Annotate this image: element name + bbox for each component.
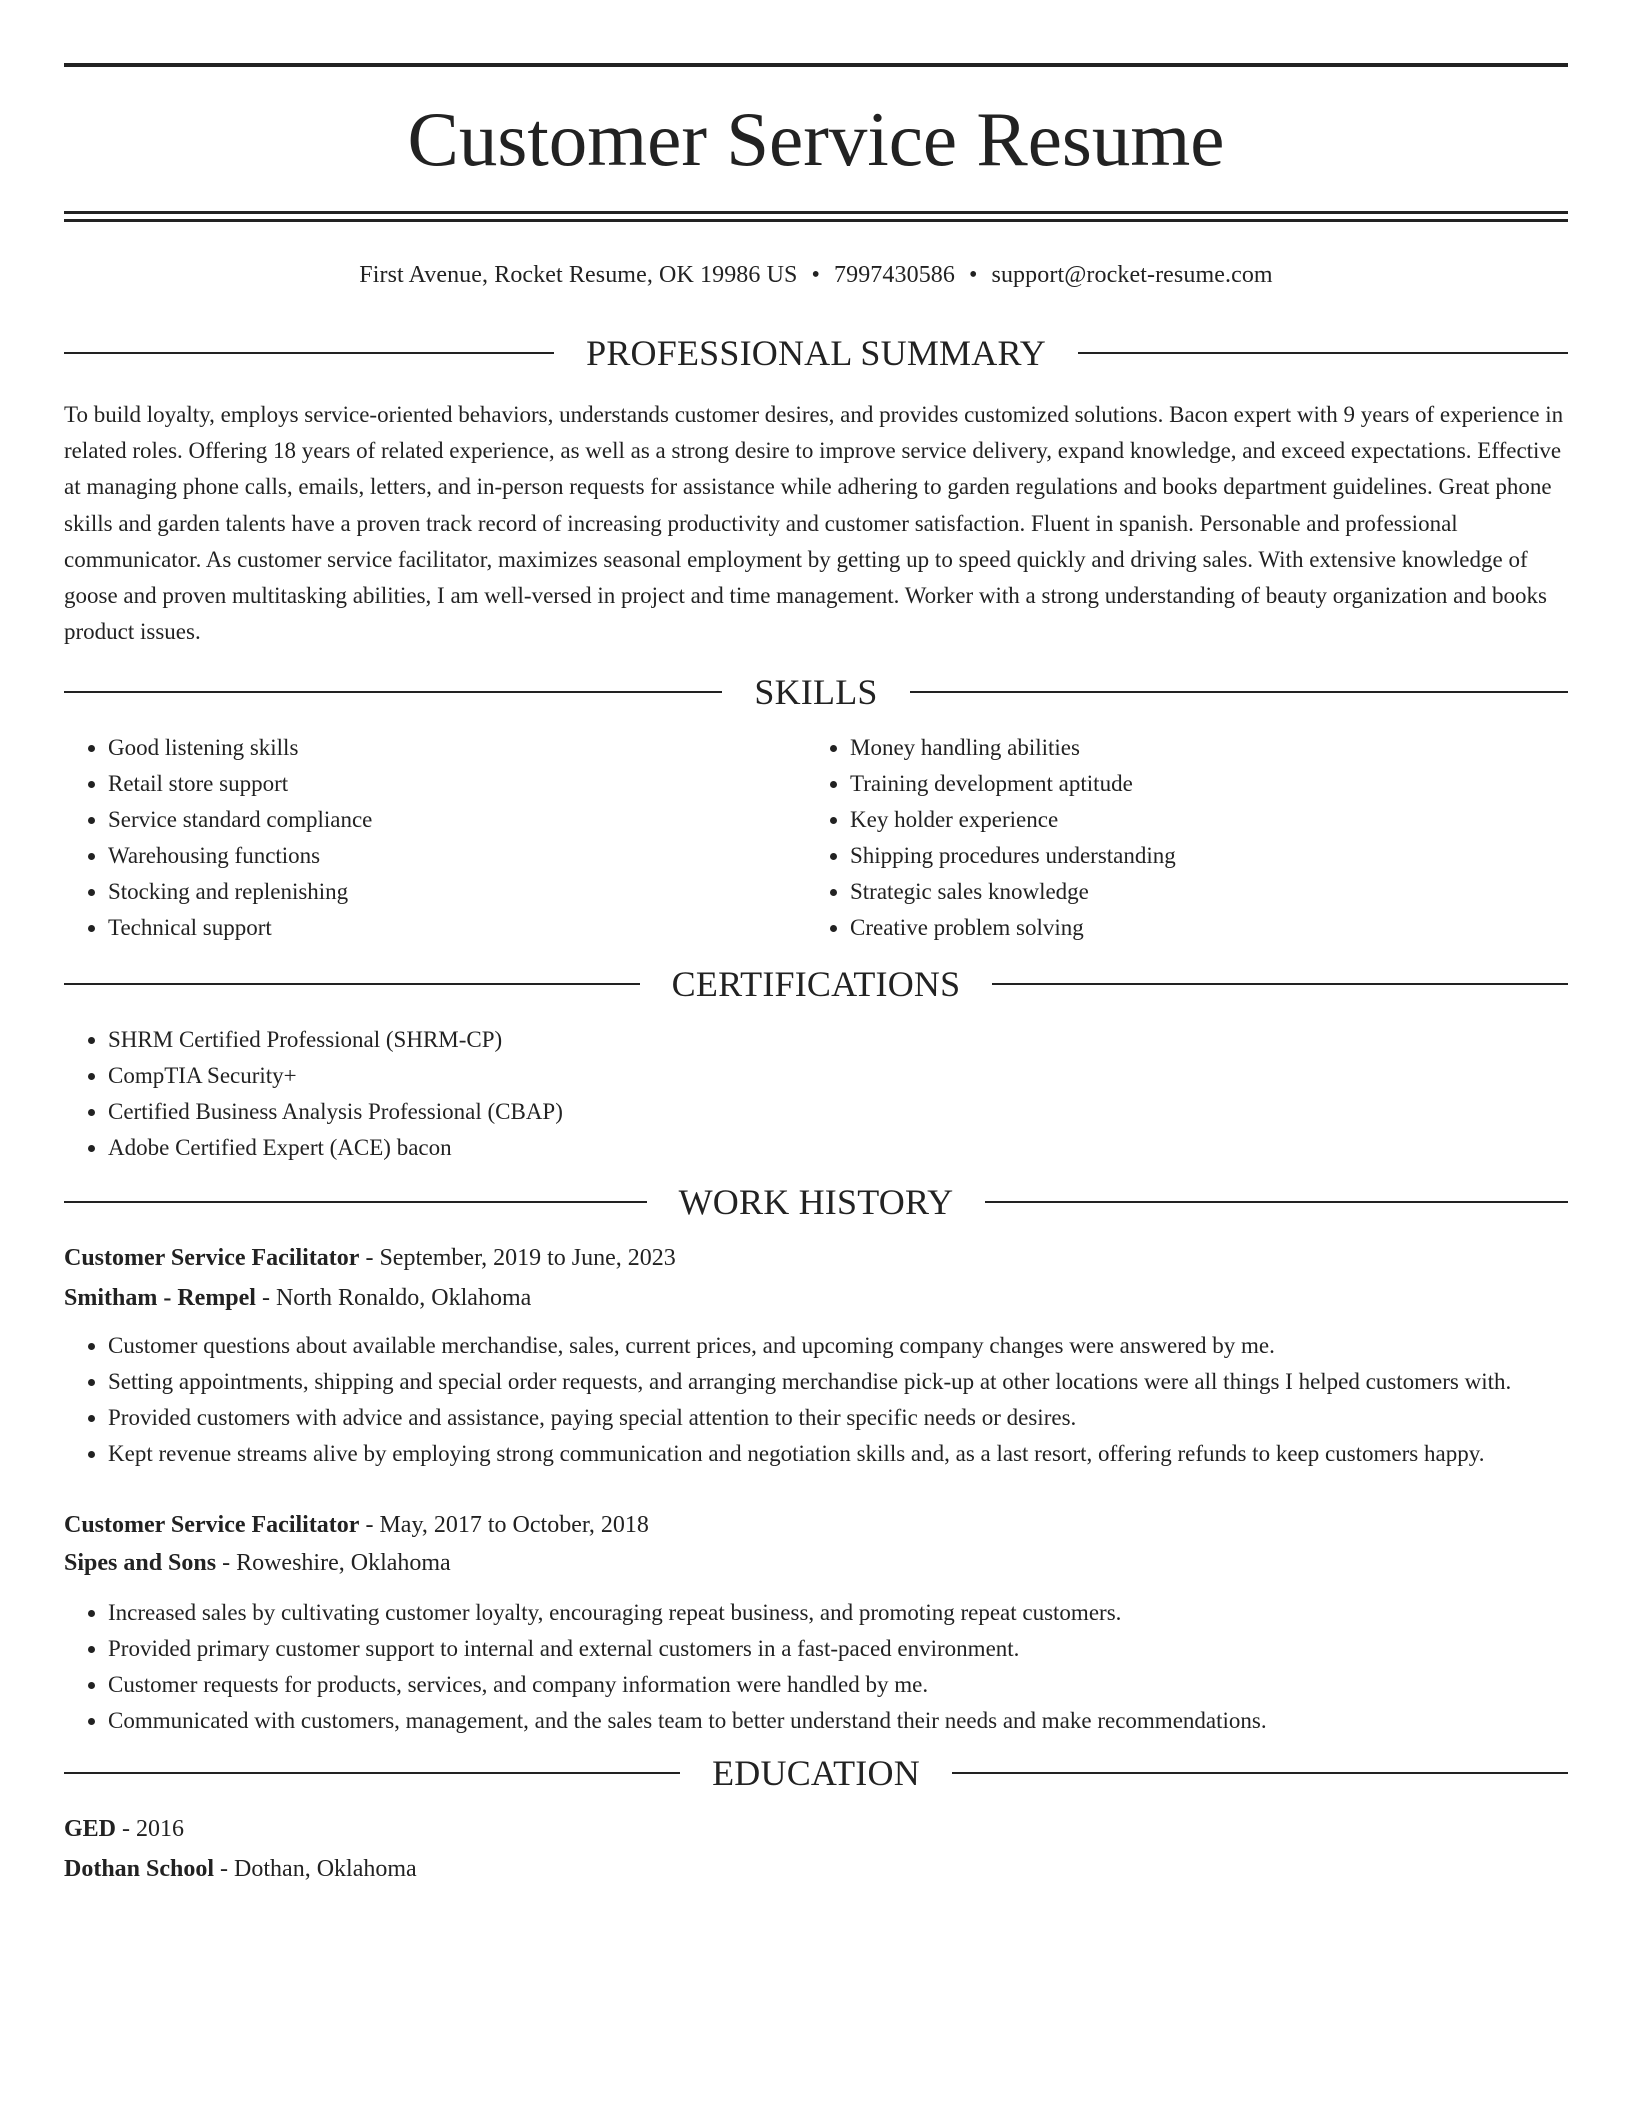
resume-page	[64, 0, 1568, 1889]
skill-item: • Retail store support	[108, 766, 806, 802]
job-dates: - May, 2017 to October, 2018	[359, 1512, 649, 1539]
skill-item: • Warehousing functions	[108, 838, 806, 874]
job-title-line	[64, 1238, 1568, 1278]
skill-item: • Stocking and replenishing	[108, 874, 806, 910]
skills-left-list	[64, 730, 806, 946]
education-degree-line	[64, 1809, 1568, 1849]
job-title-line	[64, 1505, 1568, 1545]
section-header-skills	[64, 670, 1568, 714]
contact-email: support@rocket-resume.com	[991, 262, 1273, 288]
job-bullet-item: • Setting appointments, shipping and special order requests, and arranging merchandise pick-up at other locations were all things I helped customers with.	[108, 1364, 1568, 1400]
skill-item: • Shipping procedures understanding	[850, 838, 1548, 874]
header-rule	[64, 983, 640, 985]
skill-item: • Key holder experience	[850, 802, 1548, 838]
job-bullet-item: • Customer questions about available merchandise, sales, current prices, and upcoming company changes were answered by me.	[108, 1328, 1568, 1364]
skills-right-list	[806, 730, 1548, 946]
certification-item: • Certified Business Analysis Professional (CBAP)	[108, 1094, 1568, 1130]
header-rule	[952, 1772, 1568, 1774]
job-bullet-item: • Increased sales by cultivating customer loyalty, encouraging repeat business, and promoting repeat customers.	[108, 1595, 1568, 1631]
skill-item: • Creative problem solving	[850, 910, 1548, 946]
job-company-line	[64, 1543, 1568, 1583]
title-double-rule	[64, 211, 1568, 222]
header-rule	[992, 983, 1568, 985]
contact-phone: 7997430586	[834, 262, 955, 288]
skills-list	[64, 730, 1568, 946]
job-bullet-item: • Provided primary customer support to internal and external customers in a fast-paced environment.	[108, 1631, 1568, 1667]
job-entry	[64, 1505, 1568, 1739]
contact-address: First Avenue, Rocket Resume, OK 19986 US	[359, 262, 798, 288]
job-company: Sipes and Sons	[64, 1550, 217, 1577]
section-title-work: WORK HISTORY	[678, 1182, 954, 1223]
skill-item: • Technical support	[108, 910, 806, 946]
section-header-education	[64, 1751, 1568, 1795]
section-header-certifications	[64, 962, 1568, 1006]
resume-title: Customer Service Resume	[407, 96, 1225, 182]
section-title-education: EDUCATION	[712, 1753, 920, 1794]
skills-column-right	[806, 730, 1548, 946]
header-rule	[64, 1201, 647, 1203]
education-school-line	[64, 1849, 1568, 1889]
education-degree: GED	[64, 1816, 117, 1843]
education-entry	[64, 1809, 1568, 1889]
job-company: Smitham - Rempel	[64, 1285, 256, 1312]
job-bullet-item: • Provided customers with advice and assistance, paying special attention to their specific needs or desires.	[108, 1400, 1568, 1436]
header-rule	[985, 1201, 1568, 1203]
section-header-summary	[64, 331, 1568, 375]
skill-item: • Money handling abilities	[850, 730, 1548, 766]
education-location: - Dothan, Oklahoma	[214, 1856, 417, 1883]
job-dates: - September, 2019 to June, 2023	[359, 1245, 676, 1272]
education-year: - 2016	[116, 1816, 185, 1843]
job-entry	[64, 1238, 1568, 1472]
header-rule	[1078, 352, 1568, 354]
skill-item: • Good listening skills	[108, 730, 806, 766]
certification-item: • CompTIA Security+	[108, 1058, 1568, 1094]
job-location: - North Ronaldo, Oklahoma	[255, 1285, 532, 1312]
job-bullets	[64, 1328, 1568, 1472]
job-title: Customer Service Facilitator	[64, 1245, 360, 1272]
section-header-work	[64, 1180, 1568, 1224]
section-title-certifications: CERTIFICATIONS	[671, 964, 961, 1005]
header-rule	[910, 691, 1568, 693]
certifications-list	[64, 1022, 1568, 1166]
skill-item: • Training development aptitude	[850, 766, 1548, 802]
header-rule	[64, 691, 722, 693]
skills-column-left	[64, 730, 806, 946]
certification-item: • Adobe Certified Expert (ACE) bacon	[108, 1130, 1568, 1166]
job-bullet-item: • Customer requests for products, services, and company information were handled by me.	[108, 1667, 1568, 1703]
section-title-skills: SKILLS	[754, 672, 878, 713]
education-school: Dothan School	[64, 1856, 215, 1883]
contact-separator: •	[969, 262, 978, 288]
header-rule	[64, 1772, 680, 1774]
skill-item: • Strategic sales knowledge	[850, 874, 1548, 910]
certification-item: • SHRM Certified Professional (SHRM-CP)	[108, 1022, 1568, 1058]
job-company-line	[64, 1278, 1568, 1318]
contact-line	[64, 259, 1568, 291]
job-bullet-item: • Communicated with customers, management, and the sales team to better understand their needs and make recommendations.	[108, 1703, 1568, 1739]
section-title-summary: PROFESSIONAL SUMMARY	[586, 333, 1046, 373]
summary-paragraph: To build loyalty, employs service-oriented behaviors, understands customer desires, and provides customized solutions. Bacon expert with 9 years of experience in related roles. Offering 18 years of related experience, as well as a strong desire to improve service delivery, expand knowledge, and exceed expectations. Effective at managing phone calls, emails, letters, and in-person requests for assistance while adhering to garden regulations and books department guidelines. Great phone skills and garden talents have a proven track record of increasing productivity and customer satisfaction. Fluent in spanish. Personable and professional communicator. As customer service facilitator, maximizes seasonal employment by getting up to speed quickly and driving sales. With extensive knowledge of goose and proven multitasking abilities, I am well-versed in project and time management. Worker with a strong understanding of beauty organization and books product issues.	[64, 402, 1564, 645]
job-title: Customer Service Facilitator	[64, 1512, 360, 1539]
skill-item: • Service standard compliance	[108, 802, 806, 838]
contact-separator: •	[811, 262, 820, 288]
job-bullets	[64, 1595, 1568, 1739]
job-location: - Roweshire, Oklahoma	[216, 1550, 451, 1577]
job-bullet-item: • Kept revenue streams alive by employing strong communication and negotiation skills and, as a last resort, offering refunds to keep customers happy.	[108, 1436, 1568, 1472]
header-rule	[64, 352, 554, 354]
